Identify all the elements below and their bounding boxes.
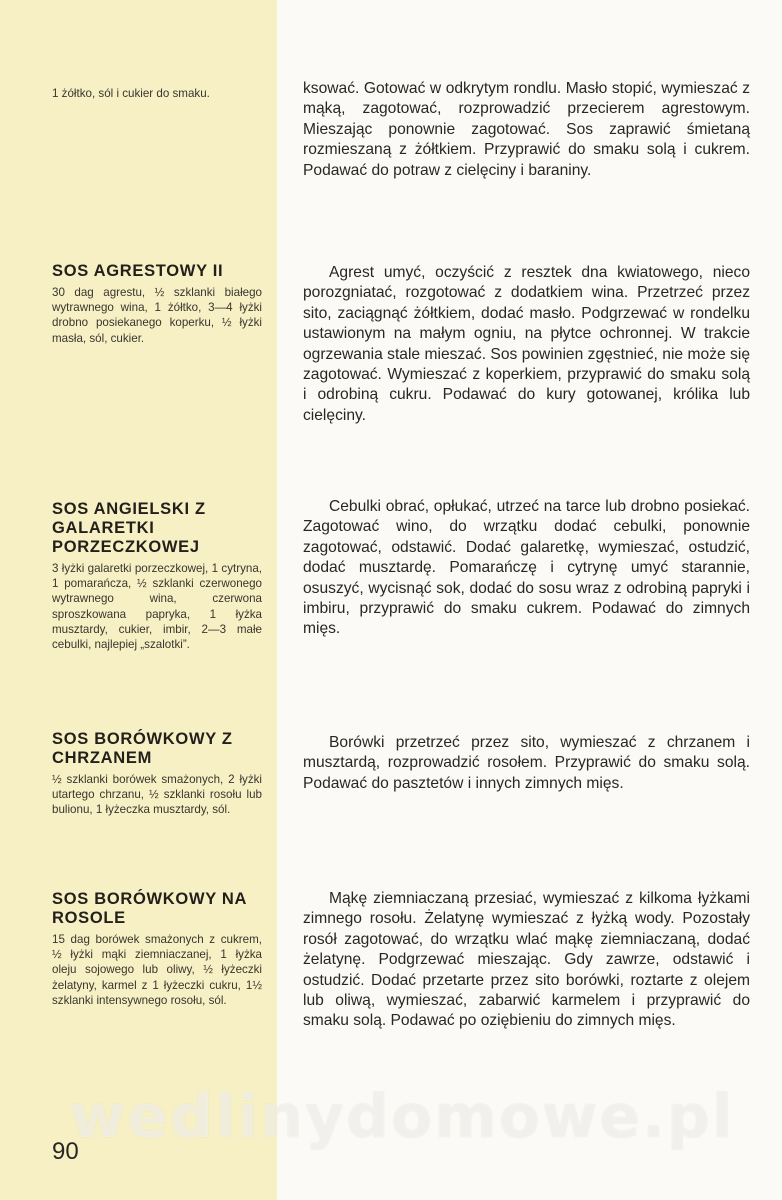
recipe-ingredients-angielski: [52, 500, 262, 652]
recipe-method-borowkowy-chrzan: [303, 733, 750, 794]
page-number: 90: [52, 1138, 79, 1165]
watermark: wedlinydomowe.pl: [70, 1082, 735, 1152]
ingredients-text: 30 dag agrestu, ½ szklanki białego wytrawnego wina, 1 żółtko, 3—4 łyżki drobno posiekanego koperku, ½ łyżki masła, sól, cukier.: [52, 286, 262, 345]
recipe-title: SOS BORÓWKOWY NA ROSOLE: [52, 890, 247, 927]
recipe-title: SOS BORÓWKOWY Z CHRZANEM: [52, 730, 233, 767]
recipe-ingredients-continued: [52, 86, 262, 101]
ingredients-text: 3 łyżki galaretki porzeczkowej, 1 cytryna, 1 pomarańcza, ½ szklanki czerwonego wytrawnego wina, czerwona sproszkowana papryka, 1 łyżka musztardy, cukier, imbir, 2—3 małe cebulki, najlepiej „szalotki”.: [52, 562, 262, 652]
method-text: ksować. Gotować w odkrytym rondlu. Masło stopić, wymieszać z mąką, zagotować, rozprowadzić przecierem agrestowym. Mieszając ponownie zagotować. Sos zaprawić śmietaną rozmieszaną z żółtkiem. Przyprawić do smaku solą i cukrem. Podawać do potraw z cielęciny i baraniny.: [303, 80, 750, 179]
method-text: Agrest umyć, oczyścić z resztek dna kwiatowego, nieco porozgniatać, rozgotować z dodatkiem wina. Przetrzeć przez sito, zaciągnąć żółtkiem, dodać masło. Podgrzewać w rondelku ustawionym na małym ogniu, na płytce ochronnej. W trakcie ogrzewania stale mieszać. Sos powinien zgęstnieć, nie może się zagotować. Wymieszać z koperkiem, przyprawić do smaku solą i odrobiną cukru. Podawać do kury gotowanej, królika lub cielęciny.: [303, 264, 750, 424]
recipe-method-borowkowy-rosol: [303, 889, 750, 1032]
method-text: Mąkę ziemniaczaną przesiać, wymieszać z kilkoma łyżkami zimnego rosołu. Żelatynę wymieszać z łyżką wody. Pozostały rosół zagotować, do wrzątku wlać mąkę ziemniaczaną, dodać żelatynę. Podgrzewać mieszając. Gdy zawrze, odstawić i ostudzić. Dodać przetarte przez sito borówki, roztarte z olejem lub oliwą, wymieszać, zabarwić karmelem i przyprawić do smaku solą. Podawać po oziębieniu do zimnych mięs.: [303, 890, 750, 1030]
ingredients-text: ½ szklanki borówek smażonych, 2 łyżki utartego chrzanu, ½ szklanki rosołu lub bulionu, 1 łyżeczka musztardy, sól.: [52, 773, 262, 817]
method-text: Cebulki obrać, opłukać, utrzeć na tarce lub drobno posiekać. Zagotować wino, do wrzątku dodać cebulki, ponownie zagotować, odstawić. Dodać galaretkę, wymieszać, ostudzić, dodać musztardę. Pomarańczę i cytrynę umyć starannie, osuszyć, wycisnąć sok, dodać do sosu wraz z odrobiną papryki i imbiru, przyprawić do smaku cukrem. Podawać do zimnych mięs.: [303, 498, 750, 638]
recipe-method-angielski: [303, 497, 750, 640]
recipe-method-agrestowy: [303, 263, 750, 426]
recipe-ingredients-agrestowy: [52, 262, 262, 346]
recipe-ingredients-borowkowy-rosol: [52, 890, 262, 1008]
method-text: Borówki przetrzeć przez sito, wymieszać z chrzanem i musztardą, rozprowadzić rosołem. Przyprawić do smaku solą. Podawać do pasztetów i innych zimnych mięs.: [303, 734, 750, 792]
ingredients-text: 15 dag borówek smażonych z cukrem, ½ łyżki mąki ziemniaczanej, 1 łyżka oleju sojowego lub oliwy, ½ łyżeczki żelatyny, karmel z 1 łyżeczki cukru, 1½ szklanki intensywnego rosołu, sól.: [52, 933, 262, 1007]
ingredients-text: 1 żółtko, sól i cukier do smaku.: [52, 87, 210, 100]
recipe-title: SOS ANGIELSKI Z GALARETKI PORZECZKOWEJ: [52, 500, 206, 556]
recipe-method-continued: [303, 79, 750, 181]
recipe-ingredients-borowkowy-chrzan: [52, 730, 262, 818]
recipe-title: SOS AGRESTOWY II: [52, 262, 224, 280]
